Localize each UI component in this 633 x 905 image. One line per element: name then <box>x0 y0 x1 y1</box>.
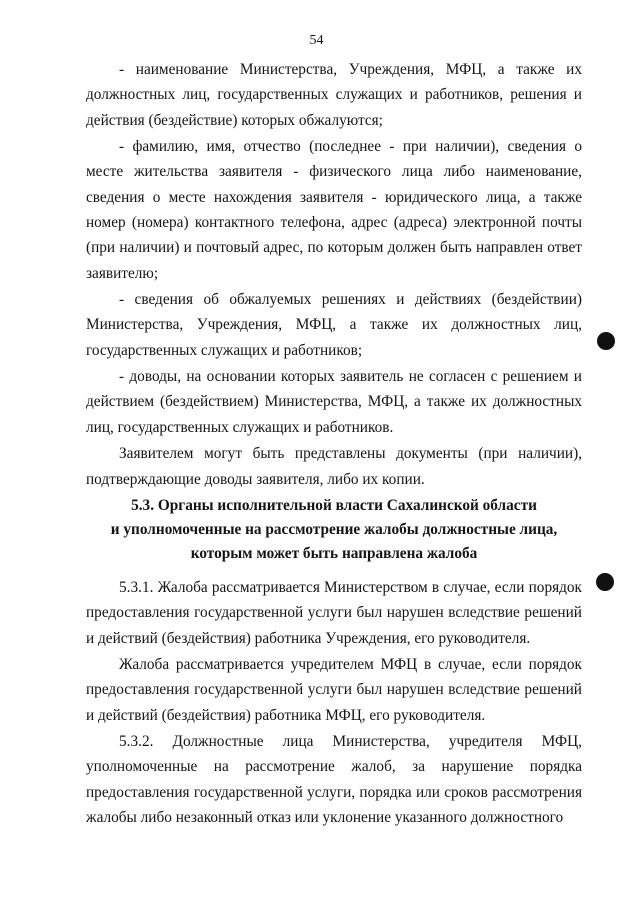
section-heading-line: 5.3. Органы исполнительной власти Сахалинской области <box>131 497 537 514</box>
section-heading-line: которым может быть направлена жалоба <box>190 545 478 562</box>
paragraph-5-3-1: 5.3.1. Жалоба рассматривается Министерством в случае, если порядок предоставления государственной услуги был нарушен вследствие решений и действий (бездействия) работника Учреждения, его руководителя. <box>86 579 582 647</box>
section-body <box>86 575 582 832</box>
hole-punch-mark <box>596 573 614 591</box>
page-number: 54 <box>309 33 324 48</box>
paragraph-list-item-name: - наименование Министерства, Учреждения, МФЦ, а также их должностных лиц, государственных служащих и работников, решения и действия (бездействие) которых обжалуются; <box>86 61 582 129</box>
hole-punch-mark <box>597 332 615 350</box>
paragraph-mfc-founder: Жалоба рассматривается учредителем МФЦ в случае, если порядок предоставления государственной услуги был нарушен вследствие решений и действий (бездействия) работника МФЦ, его руководителя. <box>86 656 582 724</box>
paragraph-list-item-arguments: - доводы, на основании которых заявитель не согласен с решением и действием (бездействием) Министерства, МФЦ, а также их должностных лиц, государственных служащих и работников. <box>86 368 582 436</box>
section-heading <box>86 494 582 566</box>
paragraph-list-item-applicant: - фамилию, имя, отчество (последнее - при наличии), сведения о месте жительства заявителя - физического лица либо наименование, сведения о месте нахождения заявителя - юридического лица, а также номер (номера) контактного телефона, адрес (адреса) электронной почты (при наличии) и почтовый адрес, по которым должен быть направлен ответ заявителю; <box>86 138 582 282</box>
paragraph-5-3-2: 5.3.2. Должностные лица Министерства, учредителя МФЦ, уполномоченные на рассмотрение жалоб, за нарушение порядка предоставления государственной услуги, порядка или сроков рассмотрения жалобы либо незаконный отказ или уклонение указанного должностного <box>86 733 582 827</box>
section-heading-line: и уполномоченные на рассмотрение жалобы должностные лица, <box>110 521 558 538</box>
paragraph-list-item-decisions: - сведения об обжалуемых решениях и действиях (бездействии) Министерства, Учреждения, МФЦ, а также их должностных лиц, государственных служащих и работников; <box>86 291 582 359</box>
paragraph-documents: Заявителем могут быть представлены документы (при наличии), подтверждающие доводы заявителя, либо их копии. <box>86 445 582 488</box>
list-section <box>86 57 582 493</box>
